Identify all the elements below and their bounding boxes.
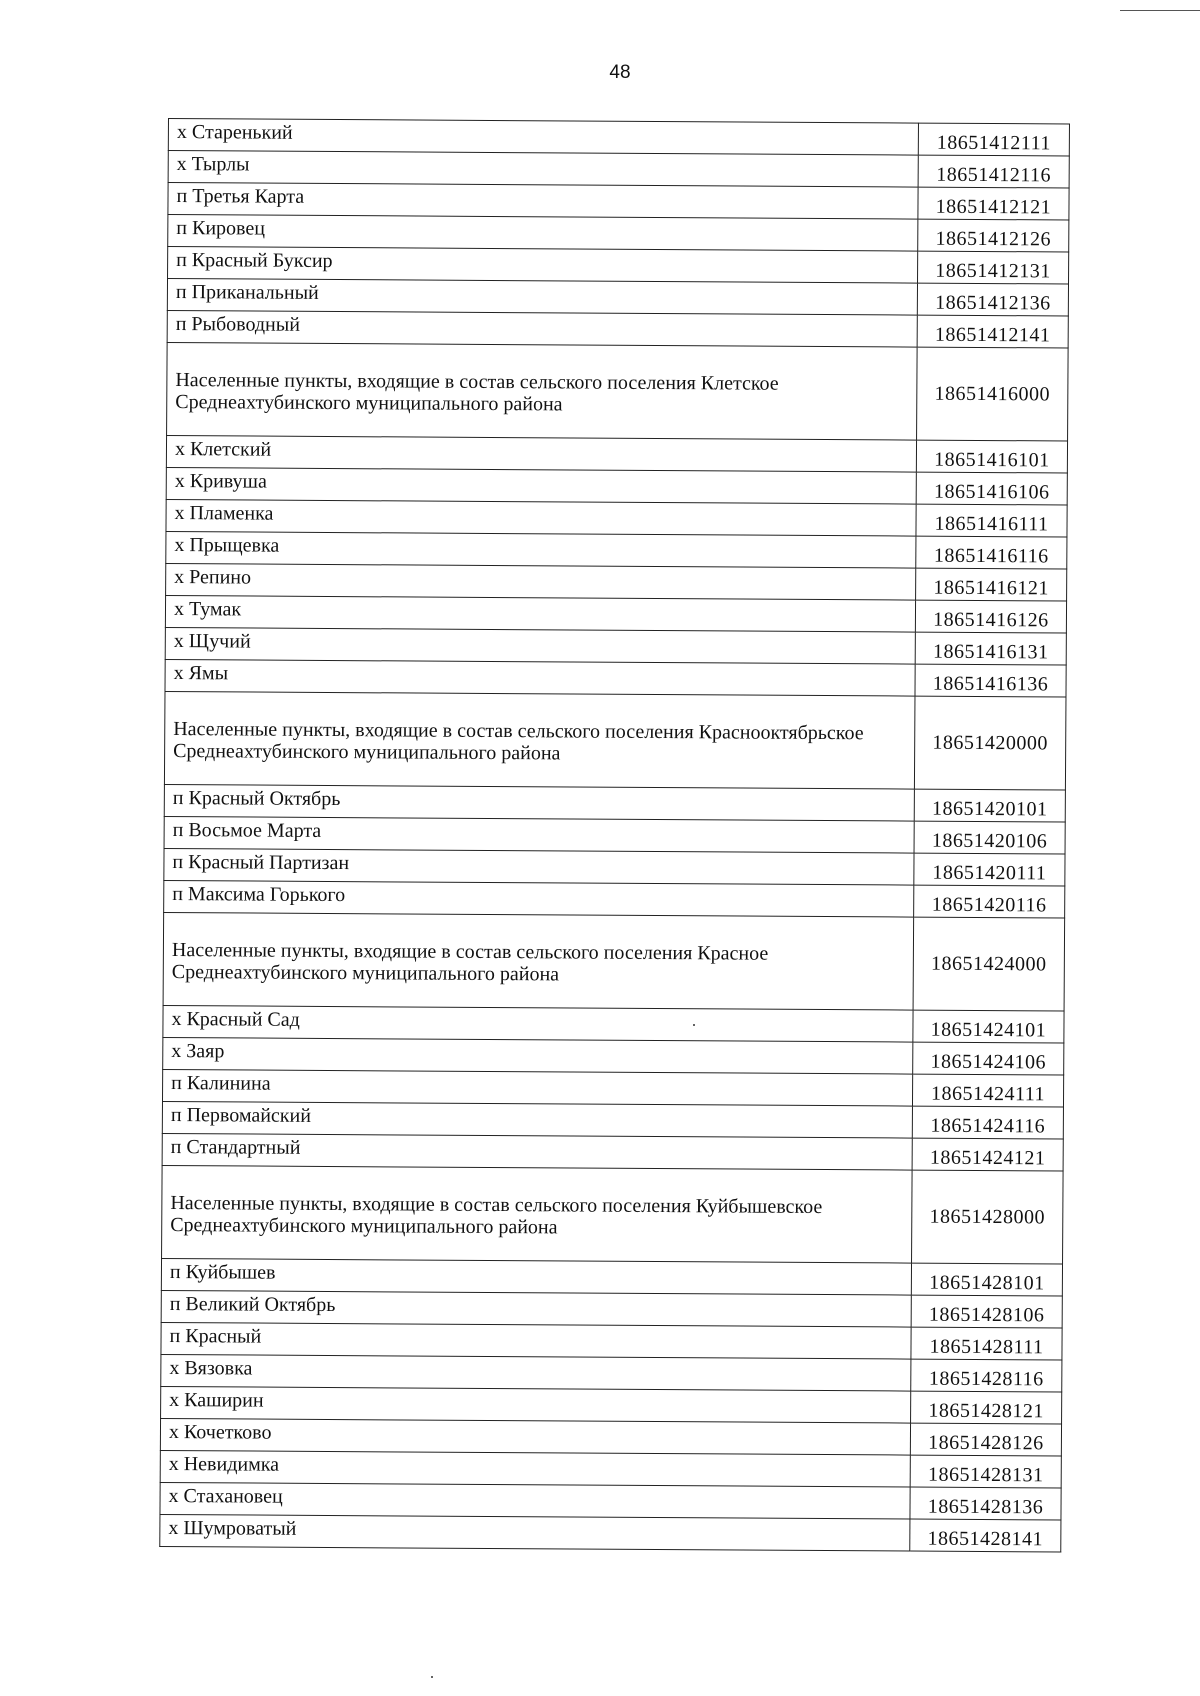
locality-name-cell: х Щучий (165, 627, 915, 664)
locality-name-cell: п Третья Карта (168, 183, 918, 220)
okato-code-cell: 18651424121 (912, 1138, 1063, 1171)
locality-name-cell: п Великий Октябрь (161, 1290, 911, 1327)
okato-code-cell: 18651424116 (912, 1106, 1063, 1139)
okato-code-cell: 18651428131 (910, 1455, 1061, 1488)
okato-code-cell: 18651420111 (914, 853, 1065, 886)
settlement-group-row (164, 691, 1066, 790)
locality-name-cell: х Каширин (161, 1386, 911, 1423)
locality-name-cell: х Ямы (165, 659, 915, 696)
locality-row (160, 1514, 1061, 1552)
okato-table (159, 118, 1070, 1552)
scan-speck (431, 1676, 433, 1678)
okato-code-cell: 18651428136 (910, 1487, 1061, 1520)
okato-code-cell: 18651428101 (911, 1263, 1062, 1296)
okato-code-cell: 18651428116 (911, 1359, 1062, 1392)
group-description-cell: Населенные пункты, входящие в состав сельского поселения Клетское Среднеахтубинского муниципального района (167, 342, 918, 440)
locality-name-cell: п Восьмое Марта (164, 816, 914, 853)
okato-code-cell: 18651416136 (915, 664, 1066, 697)
locality-name-cell: х Стахановец (160, 1482, 910, 1519)
okato-code-cell: 18651412111 (918, 123, 1069, 156)
okato-code-cell: 18651416131 (915, 632, 1066, 665)
okato-code-cell: 18651412116 (918, 155, 1069, 188)
okato-code-cell: 18651416116 (916, 536, 1067, 569)
locality-name-cell: х Старенький (168, 119, 918, 156)
okato-code-cell: 18651428000 (912, 1170, 1064, 1264)
okato-code-cell: 18651416126 (915, 600, 1066, 633)
locality-name-cell: х Клетский (166, 435, 916, 472)
locality-name-cell: п Кировец (168, 215, 918, 252)
okato-code-cell: 18651428106 (911, 1295, 1062, 1328)
locality-name-cell: х Красный Сад (163, 1005, 913, 1042)
locality-name-cell: х Кочетково (160, 1418, 910, 1455)
locality-name-cell: х Шумроватый (160, 1514, 910, 1551)
locality-name-cell: п Приканальный (167, 279, 917, 316)
locality-name-cell: х Невидимка (160, 1450, 910, 1487)
group-description-cell: Населенные пункты, входящие в состав сельского поселения Куйбышевское Среднеахтубинского муниципального района (162, 1165, 913, 1263)
okato-code-cell: 18651424111 (912, 1074, 1063, 1107)
locality-name-cell: п Красный Партизан (164, 848, 914, 885)
locality-name-cell: х Кривуша (166, 467, 916, 504)
okato-code-cell: 18651428141 (910, 1519, 1061, 1552)
okato-code-cell: 18651424000 (913, 917, 1065, 1011)
locality-name-cell: х Тумак (165, 595, 915, 632)
locality-name-cell: п Максима Горького (164, 880, 914, 917)
locality-name-cell: п Красный (161, 1322, 911, 1359)
locality-name-cell: х Вязовка (161, 1354, 911, 1391)
locality-name-cell: п Калинина (162, 1069, 912, 1106)
okato-code-cell: 18651428126 (910, 1423, 1061, 1456)
okato-code-cell: 18651416121 (916, 568, 1067, 601)
okato-code-cell: 18651416111 (916, 504, 1067, 537)
settlement-group-row (163, 912, 1065, 1011)
locality-name-cell: п Стандартный (162, 1133, 912, 1170)
locality-name-cell: х Пламенка (166, 499, 916, 536)
page-number: 48 (609, 62, 631, 83)
okato-code-cell: 18651416000 (917, 347, 1069, 441)
locality-name-cell: п Красный Октябрь (164, 784, 914, 821)
okato-code-cell: 18651412136 (917, 283, 1068, 316)
settlement-group-row (167, 342, 1069, 441)
group-description-cell: Населенные пункты, входящие в состав сельского поселения Красное Среднеахтубинского муниципального района (163, 912, 914, 1010)
locality-name-cell: п Первомайский (162, 1101, 912, 1138)
okato-code-cell: 18651420000 (914, 696, 1066, 790)
locality-name-cell: х Репино (166, 563, 916, 600)
scan-edge-mark (1120, 10, 1200, 11)
okato-code-cell: 18651424101 (913, 1010, 1064, 1043)
locality-name-cell: х Прыщевка (166, 531, 916, 568)
okato-code-cell: 18651412131 (918, 251, 1069, 284)
locality-name-cell: п Куйбышев (161, 1258, 911, 1295)
locality-name-cell: х Тырлы (168, 151, 918, 188)
okato-code-cell: 18651428111 (911, 1327, 1062, 1360)
settlement-group-row (162, 1165, 1064, 1264)
locality-name-cell: п Рыбоводный (167, 310, 917, 347)
okato-code-cell: 18651420101 (914, 789, 1065, 822)
okato-code-cell: 18651428121 (911, 1391, 1062, 1424)
okato-code-cell: 18651412126 (918, 219, 1069, 252)
scan-speck (693, 1024, 695, 1026)
okato-code-cell: 18651412121 (918, 187, 1069, 220)
okato-code-cell: 18651420116 (914, 885, 1065, 918)
okato-table-body (160, 119, 1070, 1552)
locality-name-cell: п Красный Буксир (168, 247, 918, 284)
locality-name-cell: х Заяр (163, 1037, 913, 1074)
okato-code-cell: 18651412141 (917, 315, 1068, 348)
okato-code-cell: 18651420106 (914, 821, 1065, 854)
okato-code-cell: 18651416101 (916, 440, 1067, 473)
group-description-cell: Населенные пункты, входящие в состав сельского поселения Краснооктябрьское Среднеахтубинского муниципального района (164, 691, 915, 789)
okato-code-cell: 18651424106 (913, 1042, 1064, 1075)
okato-code-cell: 18651416106 (916, 472, 1067, 505)
